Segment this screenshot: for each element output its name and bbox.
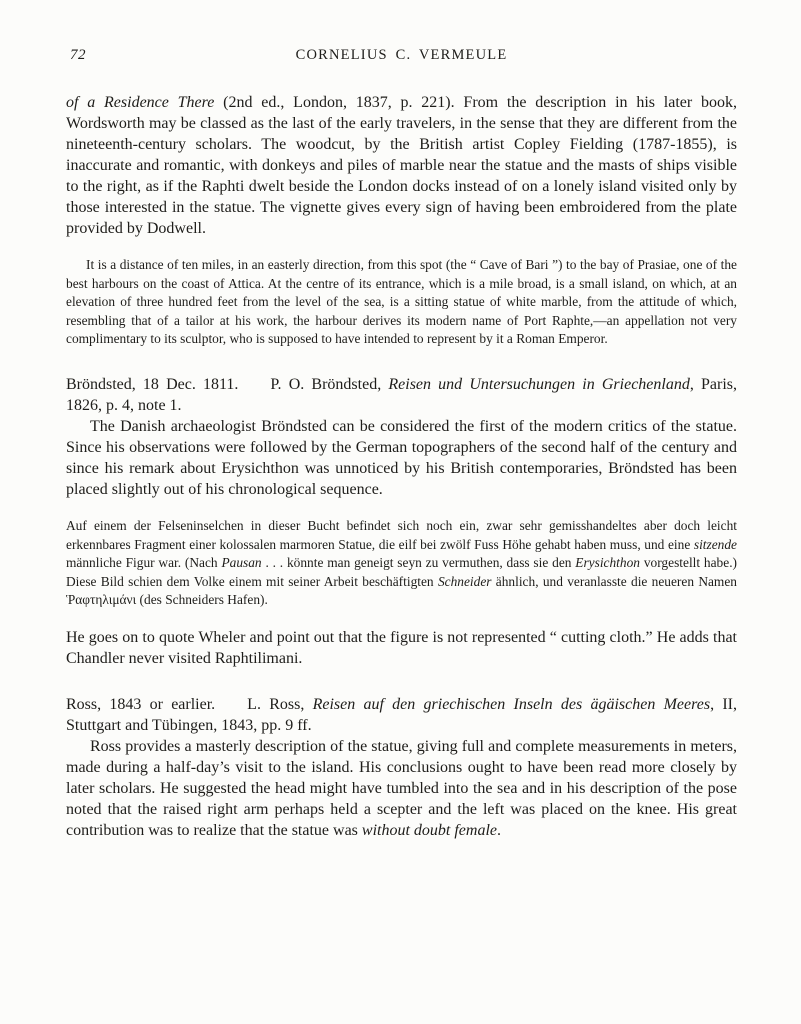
entry-heading-ross: Ross, 1843 or earlier. L. Ross, Reisen auf den griechischen Inseln des ägäischen Meeres, II, Stuttgart and Tübingen, 1843, pp. 9 ff. <box>66 695 738 734</box>
page-body <box>66 92 737 841</box>
paragraph-residence-there: of a Residence There (2nd ed., London, 1837, p. 221). From the description in his later book, Wordsworth may be classed as the last of the early travelers, in the sense that they are different from the nineteenth-century scholars. The woodcut, by the British artist Copley Fielding (1787-1855), is inaccurate and romantic, with donkeys and piles of marble near the statue and the masts of ships visible to the right, as if the Raphti dwelt beside the London docks instead of on a lonely island visited only by those interested in the statue. The vignette gives every sign of having been embroidered from the plate provided by Dodwell. <box>66 94 737 237</box>
paragraph-wheler-comment: He goes on to quote Wheler and point out that the figure is not represented “ cutting cloth.” He adds that Chandler never visited Raphtilimani. <box>66 628 737 667</box>
blockquote-brondsted-excerpt: Auf einem der Felseninselchen in dieser Bucht befindet sich noch ein, zwar sehr gemisshandeltes aber doch leicht erkennbares Fragment einer kolossalen marmoren Statue, die eilf bei zwölf Fuss Höhe gehabt haben muss, und eine sitzende männliche Figur war. (Nach Pausan . . . könnte man geneigt seyn zu vermuthen, dass sie den Erysichthon vorgestellt habe.) Diese Bild schien dem Volke einem mit seiner Arbeit beschäftigten Schneider ähnlich, und veranlasste die neueren Namen Ῥαφτηλιμάνι (des Schneiders Hafen). <box>66 517 737 608</box>
paragraph-brondsted-discussion: The Danish archaeologist Bröndsted can be considered the first of the modern critics of the statue. Since his observations were followed by the German topographers of the second half of the century and since his remark about Erysichthon was unnoticed by his British contemporaries, Bröndsted has been placed slightly out of his chronological sequence. <box>66 417 737 498</box>
blockquote-wordsworth-excerpt: It is a distance of ten miles, in an easterly direction, from this spot (the “ Cave of Bari ”) to the bay of Prasiae, one of the best harbours on the coast of Attica. At the centre of its entrance, which is a mile broad, is a small island, on which, at an elevation of three hundred feet from the level of the sea, is a sitting statue of white marble, from the attitude of which, resembling that of a tailor at his work, the harbour derives its modern name of Port Raphte,—an appellation not very complimentary to its sculptor, who is supposed to have intended to represent by it a Roman Emperor. <box>66 257 737 347</box>
page-header <box>66 46 737 68</box>
running-title: CORNELIUS C. VERMEULE <box>295 47 508 63</box>
entry-heading-brondsted: Bröndsted, 18 Dec. 1811. P. O. Bröndsted, Reisen und Untersuchungen in Griechenland, Paris, 1826, p. 4, note 1. <box>66 375 738 414</box>
page-number: 72 <box>70 47 86 63</box>
paragraph-ross-discussion: Ross provides a masterly description of the statue, giving full and complete measurements in meters, made during a half-day’s visit to the island. His conclusions ought to have been read more closely by later scholars. He suggested the head might have tumbled into the sea and in his description of the pose noted that the raised right arm perhaps held a scepter and the left was placed on the knee. His great contribution was to realize that the statue was without doubt female. <box>66 737 737 839</box>
